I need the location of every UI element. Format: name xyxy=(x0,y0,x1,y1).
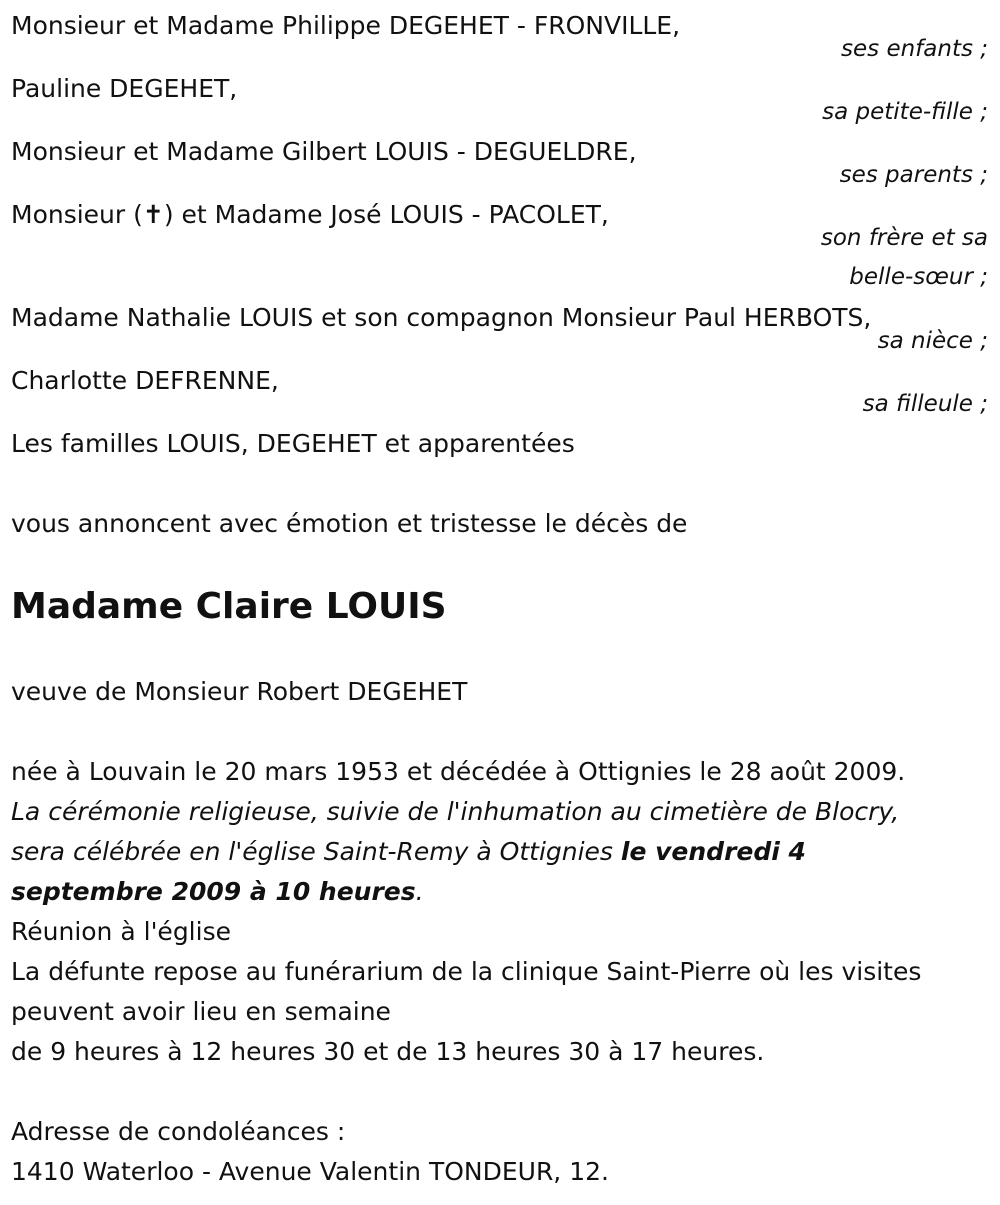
family-member-relation: sa filleule ; xyxy=(862,391,988,417)
family-member-relation: belle-sœur ; xyxy=(849,264,988,290)
visits-hours: de 9 heures à 12 heures 30 et de 13 heures 30 à 17 heures. xyxy=(11,1037,765,1066)
family-member-relation: son frère et sa xyxy=(820,225,988,251)
family-member-name: Monsieur (✝) et Madame José LOUIS - PACOLET, xyxy=(11,200,609,229)
ceremony-date-line xyxy=(11,872,991,912)
family-member-name: Les familles LOUIS, DEGEHET et apparentées xyxy=(11,429,575,458)
ceremony-date: septembre 2009 à 10 heures xyxy=(11,877,416,906)
ceremony-text: sera célébrée en l'église Saint-Remy à Ottignies xyxy=(11,837,621,866)
family-member-relation: ses parents ; xyxy=(839,162,988,188)
family-member-relation: ses enfants ; xyxy=(841,36,988,62)
ceremony-date: le vendredi 4 xyxy=(620,837,806,866)
visits-text: peuvent avoir lieu en semaine xyxy=(11,997,391,1026)
widow-of-text: veuve de Monsieur Robert DEGEHET xyxy=(11,677,468,706)
deceased-name: Madame Claire LOUIS xyxy=(11,586,447,627)
family-member-relation: sa nièce ; xyxy=(877,328,988,354)
birth-death-text: née à Louvain le 20 mars 1953 et décédée à Ottignies le 28 août 2009. xyxy=(11,757,906,786)
ceremony-text: La cérémonie religieuse, suivie de l'inhumation au cimetière de Blocry, xyxy=(11,797,900,826)
announcement-text: vous annoncent avec émotion et tristesse le décès de xyxy=(11,509,688,538)
ceremony-date-line xyxy=(11,832,991,872)
meeting-text: Réunion à l'église xyxy=(11,917,231,946)
family-member-name: Pauline DEGEHET, xyxy=(11,74,238,103)
family-member-name: Monsieur et Madame Gilbert LOUIS - DEGUELDRE, xyxy=(11,137,637,166)
condolences-label: Adresse de condoléances : xyxy=(11,1117,346,1146)
family-member-name: Monsieur et Madame Philippe DEGEHET - FRONVILLE, xyxy=(11,11,681,40)
condolences-address: 1410 Waterloo - Avenue Valentin TONDEUR, 12. xyxy=(11,1157,609,1186)
family-member-relation: sa petite-fille ; xyxy=(822,99,988,125)
family-member-name: Charlotte DEFRENNE, xyxy=(11,366,279,395)
ceremony-end: . xyxy=(415,877,424,906)
visits-text: La défunte repose au funérarium de la clinique Saint-Pierre où les visites xyxy=(11,957,922,986)
family-member-name: Madame Nathalie LOUIS et son compagnon Monsieur Paul HERBOTS, xyxy=(11,303,872,332)
funeral-details xyxy=(11,752,991,1072)
condolences-section xyxy=(11,1112,991,1192)
